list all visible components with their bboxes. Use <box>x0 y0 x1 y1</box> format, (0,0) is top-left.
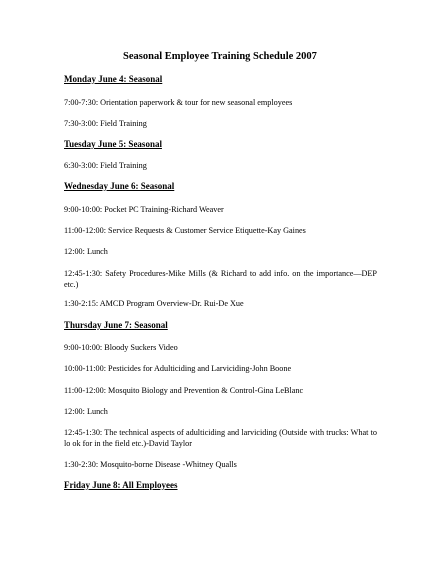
schedule-item: 7:30-3:00: Field Training <box>64 119 147 128</box>
schedule-item: 10:00-11:00: Pesticides for Adulticiding and Larviciding-John Boone <box>64 364 292 373</box>
schedule-item: 11:00-12:00: Mosquito Biology and Prevention & Control-Gina LeBlanc <box>64 386 304 395</box>
schedule-item: 1:30-2:15: AMCD Program Overview-Dr. Rui-De Xue <box>64 299 244 308</box>
schedule-item: 7:00-7:30: Orientation paperwork & tour for new seasonal employees <box>64 98 293 107</box>
day-heading-wednesday: Wednesday June 6: Seasonal <box>64 181 175 191</box>
day-heading-tuesday: Tuesday June 5: Seasonal <box>64 139 162 149</box>
day-heading-thursday: Thursday June 7: Seasonal <box>64 320 168 330</box>
schedule-item: 11:00-12:00: Service Requests & Customer Service Etiquette-Kay Gaines <box>64 226 306 235</box>
schedule-item: 12:45-1:30: The technical aspects of adulticiding and larviciding (Outside with trucks: What to lo ok for in the field etc.)-David Taylor <box>64 428 377 448</box>
schedule-item: 6:30-3:00: Field Training <box>64 161 147 170</box>
schedule-item: 9:00-10:00: Pocket PC Training-Richard Weaver <box>64 205 224 214</box>
day-heading-monday: Monday June 4: Seasonal <box>64 74 163 84</box>
schedule-item: 12:00: Lunch <box>64 407 108 416</box>
schedule-item: 1:30-2:30: Mosquito-borne Disease -Whitney Qualls <box>64 460 237 469</box>
document-title: Seasonal Employee Training Schedule 2007 <box>123 51 317 62</box>
schedule-item: 9:00-10:00: Bloody Suckers Video <box>64 343 178 352</box>
schedule-item: 12:00: Lunch <box>64 247 108 256</box>
schedule-item: 12:45-1:30: Safety Procedures-Mike Mills (& Richard to add info. on the importance—DEP etc.) <box>64 269 377 289</box>
day-heading-friday: Friday June 8: All Employees <box>64 480 178 490</box>
